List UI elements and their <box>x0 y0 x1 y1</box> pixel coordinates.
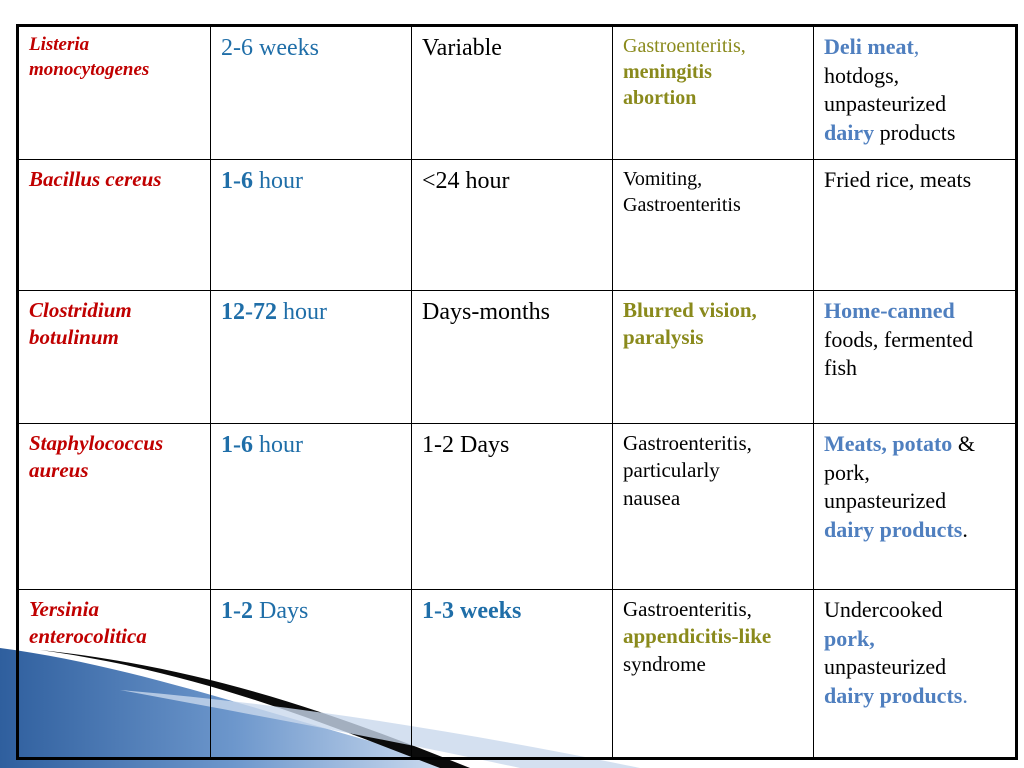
symptom-text: paralysis <box>623 325 704 350</box>
incubation-bold: 1-2 <box>221 598 253 624</box>
food-highlight: dairy <box>824 119 875 145</box>
incubation-cell <box>211 424 412 590</box>
symptoms-cell <box>613 590 814 759</box>
table-row <box>18 160 1017 291</box>
food-text: Fried rice, meats <box>824 167 972 192</box>
symptom-text: nausea <box>623 485 681 510</box>
symptom-text: Gastroenteritis, <box>623 597 752 621</box>
symptom-text: Vomiting, <box>623 168 703 190</box>
symptom-text: meningitis <box>623 61 712 83</box>
food-text: fish <box>824 355 857 381</box>
organism-cell <box>18 160 211 291</box>
organism-genus: Yersinia <box>29 597 100 621</box>
organism-species: monocytogenes <box>29 58 150 80</box>
incubation-text: 2-6 weeks <box>221 35 319 61</box>
foods-cell <box>814 26 1017 160</box>
food-highlight: dairy products <box>824 516 963 542</box>
food-text: products <box>874 119 956 145</box>
foods-cell <box>814 160 1017 291</box>
food-highlight: Deli meat <box>824 34 914 59</box>
symptom-text: appendicitis-like <box>623 624 772 649</box>
symptom-text: abortion <box>623 87 697 109</box>
organism-genus: Listeria <box>29 34 90 55</box>
incubation-text: hour <box>277 299 327 325</box>
incubation-text: hour <box>253 432 303 458</box>
incubation-bold: 1-6 <box>221 168 253 194</box>
symptoms-cell <box>613 160 814 291</box>
food-text: Undercooked <box>824 597 943 622</box>
food-text: unpasteurized <box>824 654 947 680</box>
duration-cell: 1-2 Days <box>412 424 613 590</box>
incubation-cell <box>211 160 412 291</box>
food-highlight: Meats, potato <box>824 431 953 456</box>
food-text: hotdogs, <box>824 62 900 88</box>
food-text: & <box>952 431 975 456</box>
symptom-text: Gastroenteritis, <box>623 431 752 455</box>
table-row <box>18 590 1017 759</box>
organism-species: aureus <box>29 458 89 483</box>
symptom-text: Blurred vision, <box>623 298 757 322</box>
food-highlight: Home-canned <box>824 298 955 323</box>
organism-genus: Staphylococcus <box>29 431 164 455</box>
foods-cell <box>814 424 1017 590</box>
food-highlight: dairy products <box>824 682 963 708</box>
duration-cell: Days-months <box>412 291 613 424</box>
food-text: . <box>962 682 968 708</box>
duration-cell: 1-3 weeks <box>412 590 613 759</box>
organism-cell <box>18 26 211 160</box>
symptoms-cell <box>613 26 814 160</box>
incubation-text: hour <box>253 168 303 194</box>
symptom-text: particularly <box>623 458 720 483</box>
incubation-cell <box>211 291 412 424</box>
incubation-bold: 1-6 <box>221 432 253 458</box>
food-highlight: pork, <box>824 625 875 651</box>
incubation-cell <box>211 26 412 160</box>
food-text: . <box>962 516 968 542</box>
symptom-text: syndrome <box>623 651 706 676</box>
organism-cell <box>18 291 211 424</box>
organism-species: enterocolitica <box>29 624 147 649</box>
organism-cell <box>18 424 211 590</box>
incubation-cell <box>211 590 412 759</box>
symptom-text: Gastroenteritis, <box>623 35 746 57</box>
symptom-text: Gastroenteritis <box>623 194 741 216</box>
organism-cell <box>18 590 211 759</box>
duration-cell: Variable <box>412 26 613 160</box>
food-text: , <box>913 34 920 59</box>
organism-name: Bacillus cereus <box>29 167 162 191</box>
food-text: unpasteurized <box>824 488 947 514</box>
foods-cell <box>814 590 1017 759</box>
food-text: foods, fermented <box>824 326 974 352</box>
foodborne-pathogens-table <box>16 24 1018 760</box>
table-row <box>18 424 1017 590</box>
symptoms-cell <box>613 424 814 590</box>
foods-cell <box>814 291 1017 424</box>
incubation-bold: 12-72 <box>221 299 277 325</box>
food-text: pork, <box>824 459 870 485</box>
food-text: unpasteurized <box>824 91 947 117</box>
table-row <box>18 26 1017 160</box>
organism-genus: Clostridium <box>29 298 132 322</box>
incubation-text: Days <box>253 598 309 624</box>
organism-species: botulinum <box>29 325 119 350</box>
symptoms-cell <box>613 291 814 424</box>
table-row <box>18 291 1017 424</box>
duration-cell: <24 hour <box>412 160 613 291</box>
